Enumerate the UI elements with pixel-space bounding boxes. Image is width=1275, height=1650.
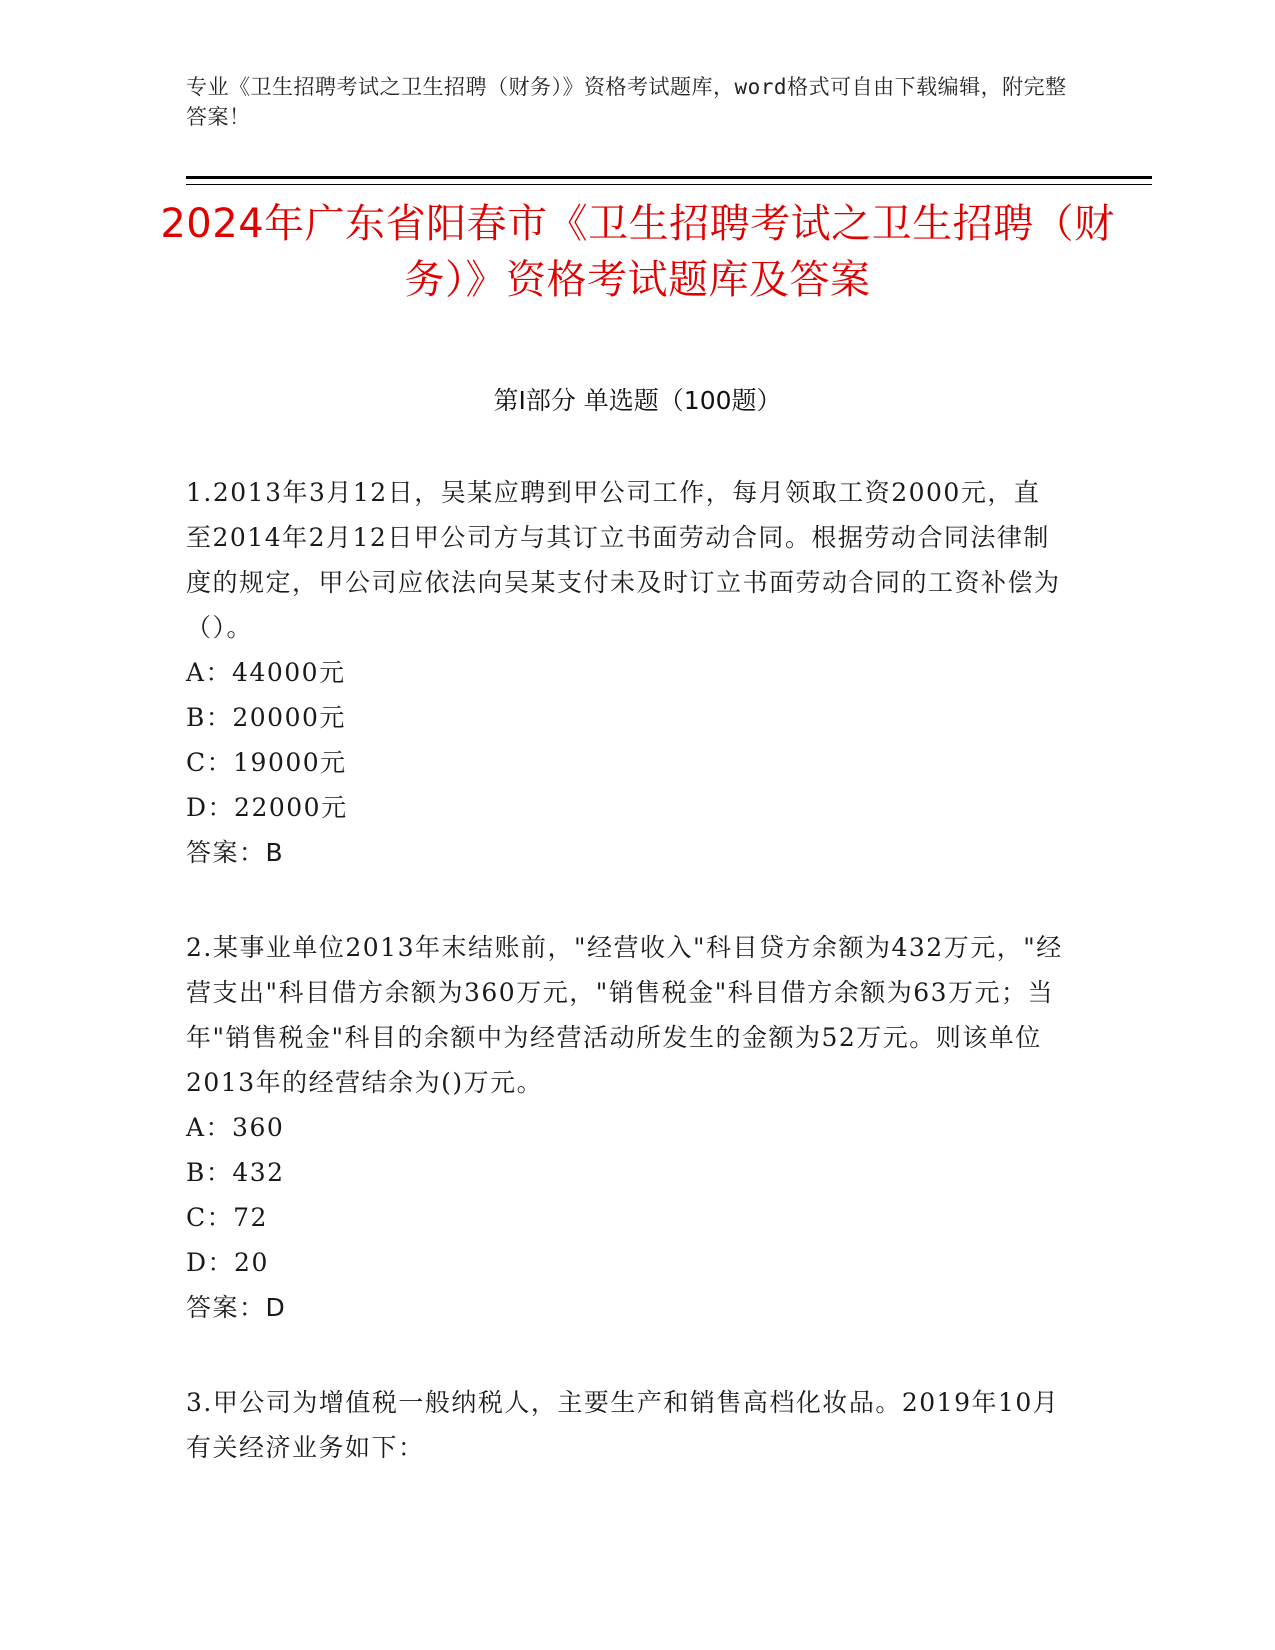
question-stem: 3.甲公司为增值税一般纳税人，主要生产和销售高档化妆品。2019年10月有关经济业务如下： — [186, 1388, 1060, 1462]
header-divider-thin — [186, 184, 1152, 185]
option-c: C：72 — [186, 1203, 268, 1232]
option-c: C：19000元 — [186, 748, 347, 777]
section-title: 第I部分 单选题（100题） — [493, 386, 782, 415]
option-a: A：44000元 — [186, 658, 346, 687]
document-title: 2024年广东省阳春市《卫生招聘考试之卫生招聘（财务）》资格考试题库及答案 — [160, 201, 1115, 303]
question-stem: 2.某事业单位2013年末结账前，"经营收入"科目贷方余额为432万元，"经营支出"科目借方余额为360万元，"销售税金"科目借方余额为63万元；当年"销售税金"科目的余额中为经营活动所发生的金额为52万元。则该单位2013年的经营结余为()万元。 — [186, 933, 1063, 1097]
question-1 — [186, 470, 1066, 875]
header-note: 专业《卫生招聘考试之卫生招聘（财务）》资格考试题库，word格式可自由下载编辑，附完整答案！ — [186, 75, 1067, 129]
option-d: D：20 — [186, 1248, 269, 1277]
option-b: B：432 — [186, 1158, 285, 1187]
header-divider — [186, 176, 1152, 179]
option-b: B：20000元 — [186, 703, 346, 732]
option-a: A：360 — [186, 1113, 285, 1142]
answer: 答案：B — [186, 838, 285, 867]
answer: 答案：D — [186, 1293, 287, 1322]
option-d: D：22000元 — [186, 793, 348, 822]
question-stem: 1.2013年3月12日，吴某应聘到甲公司工作，每月领取工资2000元，直至2014年2月12日甲公司方与其订立书面劳动合同。根据劳动合同法律制度的规定，甲公司应依法向吴某支付未及时订立书面劳动合同的工资补偿为（）。 — [186, 478, 1061, 642]
question-3 — [186, 1380, 1066, 1470]
question-2 — [186, 925, 1066, 1330]
